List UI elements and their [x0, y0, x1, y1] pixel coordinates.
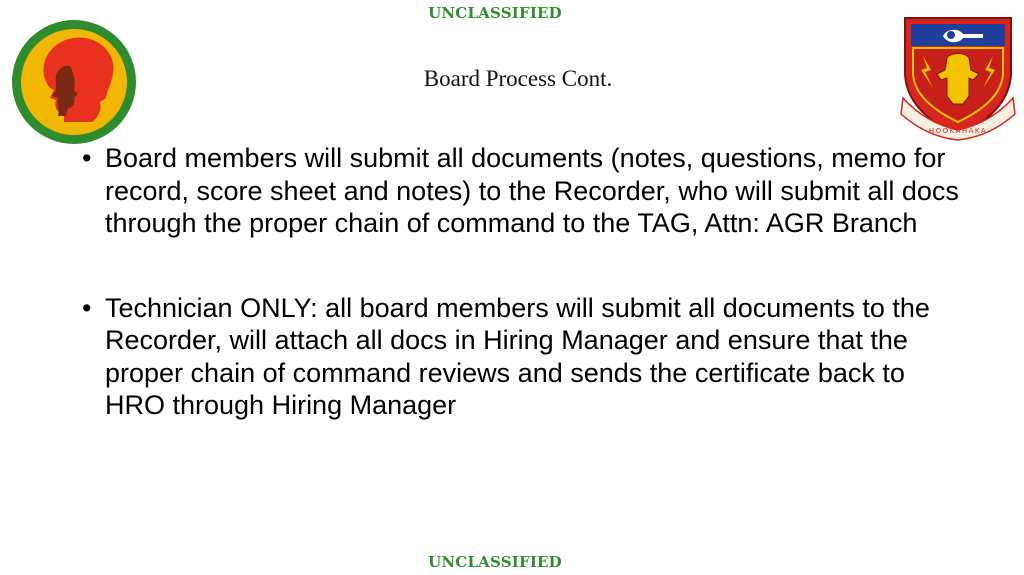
slide-title: Board Process Cont. — [423, 66, 613, 91]
bullet-item-board-members — [80, 142, 960, 240]
crest-scroll-text: HOOKAHAKA — [928, 127, 988, 135]
bullet-marker: • — [82, 292, 92, 323]
bullet-list — [80, 142, 960, 474]
bullet-text: Board members will submit all documents (notes, questions, memo for record, score sheet and notes) to the Recorder, who will submit all docs through the proper chain of command to the TAG, Attn: AGR Branch — [105, 143, 959, 238]
bullet-text: Technician ONLY: all board members will submit all documents to the Recorder, will attach all docs in Hiring Manager and ensure that the proper chain of command reviews and sends the certificate back to HRO through Hiring Manager — [105, 292, 930, 420]
bullet-item-technician-only — [80, 292, 960, 422]
classification-banner-bottom: UNCLASSIFIED — [428, 553, 562, 571]
unit-shield-crest-icon — [899, 12, 1017, 142]
bullet-marker: • — [82, 143, 92, 173]
classification-banner-top: UNCLASSIFIED — [428, 4, 562, 22]
